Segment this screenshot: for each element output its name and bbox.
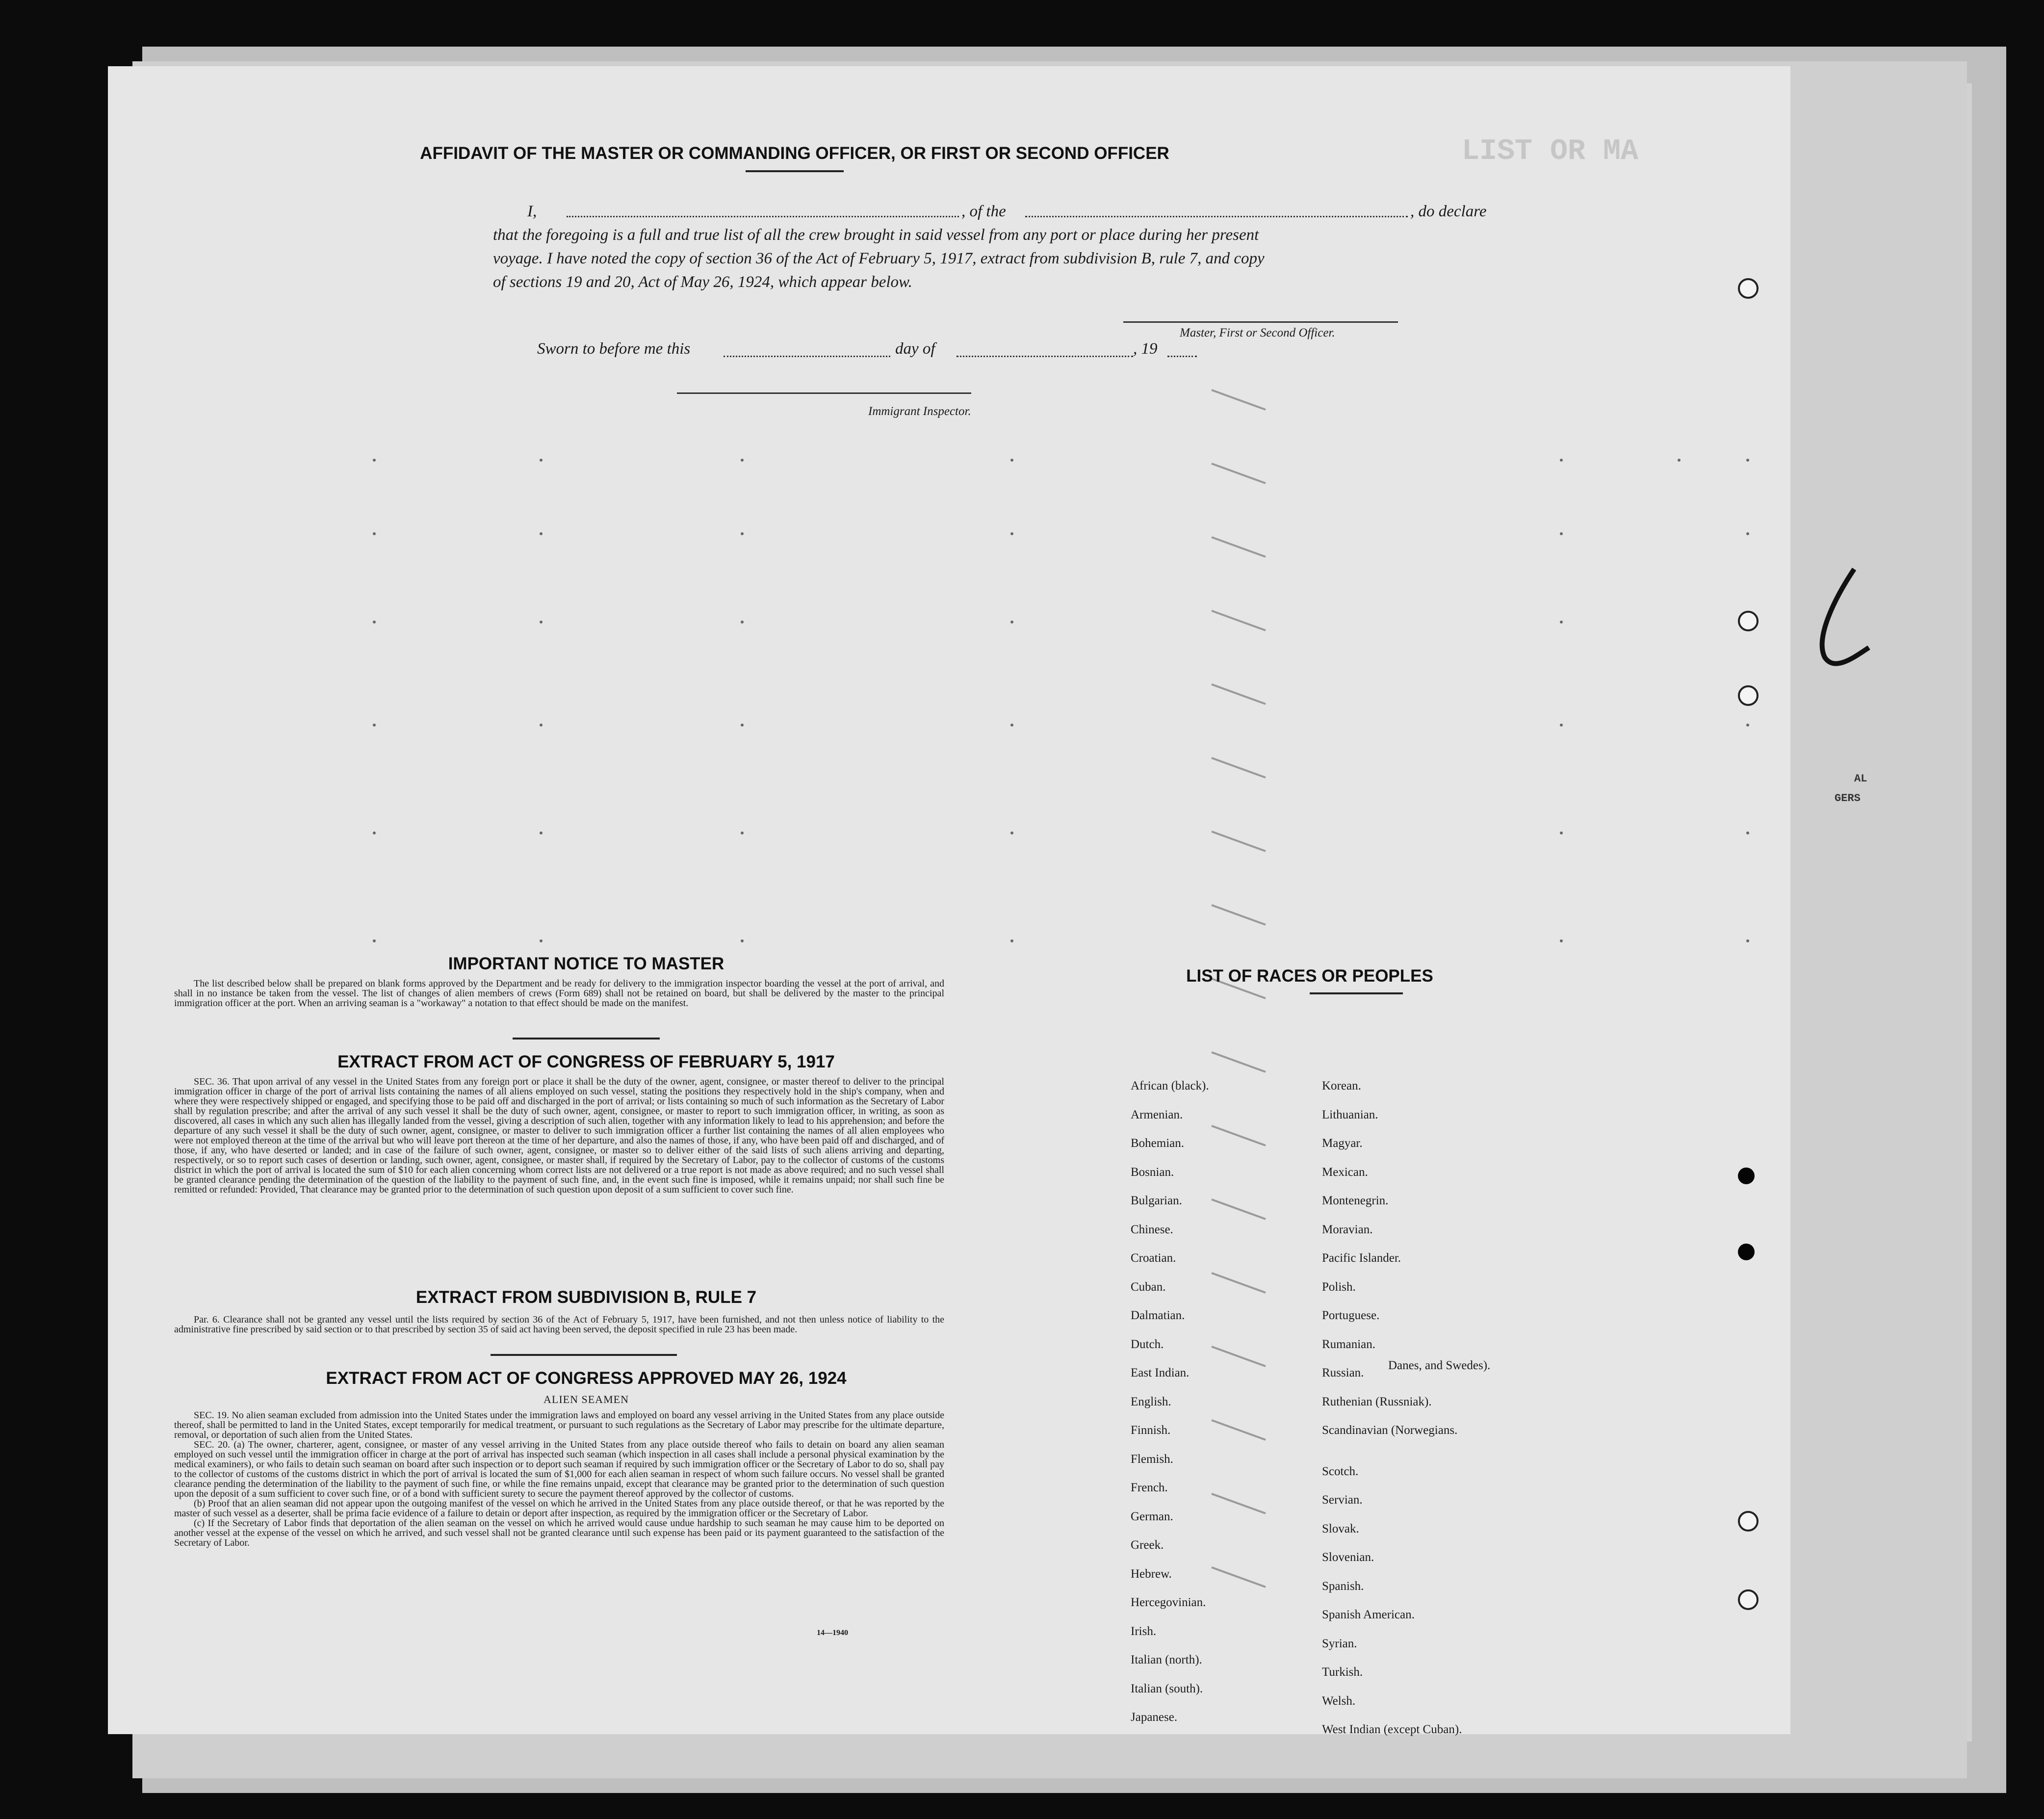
- race-entry: Finnish.: [1131, 1424, 1171, 1437]
- inspector-label: Immigrant Inspector.: [868, 405, 971, 418]
- punch-hole: [1738, 611, 1759, 631]
- race-entry: Polish.: [1322, 1280, 1356, 1294]
- bleed-through-text: AL: [1854, 773, 1867, 785]
- race-entry: Slovak.: [1322, 1522, 1359, 1535]
- inspector-signature-line: [677, 392, 971, 394]
- extract-1924-title: EXTRACT FROM ACT OF CONGRESS APPROVED MAY 26, 1924: [326, 1369, 847, 1388]
- race-entry: Welsh.: [1322, 1694, 1356, 1708]
- name-blank: [567, 216, 959, 217]
- race-entry: Italian (north).: [1131, 1653, 1202, 1666]
- extract-rule7-title: EXTRACT FROM SUBDIVISION B, RULE 7: [415, 1288, 757, 1307]
- race-entry: Korean.: [1322, 1079, 1361, 1092]
- pencil-check-marks: [1207, 380, 1285, 1705]
- vessel-blank: [1025, 216, 1408, 217]
- race-entry: Rumanian.: [1322, 1337, 1376, 1351]
- race-entry: Hercegovinian.: [1131, 1596, 1206, 1609]
- punch-hole: [1738, 685, 1759, 706]
- extract-1917-body: SEC. 36. That upon arrival of any vessel in the United States from any foreign port or place it shall be the duty of the owner, agent, consignee, or master thereof to deliver to the principal immigration officer in charge of the port of arrival lists containing the names of all aliens employed on such vessel, stating the positions they respectively hold in the ship's company, when and where they were respectively shipped or engaged, and specifying those to be paid off and discharged in the port of arrival; or lists containing so much of such information as the Secretary of Labor shall by regulation prescribe; and after the arrival of any such vessel it shall be the duty of such owner, agent, consignee, or master to report to such immigration officer, in writing, as soon as discovered, all cases in which any such alien has illegally landed from the vessel, giving a description of such alien, together with any information likely to lead to his apprehension; and before the departure of any such vessel it shall be the duty of such owner, agent, consignee, or master to deliver to such immigration officer a further list containing the names of all alien employees who were not employed thereon at the time of the arrival but who will leave port thereon at the time of her departure, and also the names of those, if any, who have been paid off and discharged, and of those, if any, who have deserted or landed; and in case of the failure of such owner, agent, consignee, or master so to deliver either of the said lists of such aliens arriving and departing, respectively, or so to report such cases of desertion or landing, such owner, agent, consignee, or master shall, if required by the Secretary of Labor, pay to the collector of customs of the customs district in which the port of arrival is located the sum of $10 for each alien concerning whom correct lists are not delivered or a true report is not made as above required; and no such vessel shall be granted clearance pending the determination of the question of the liability to the payment of such fine, and, in the event such fine is imposed, while it remains unpaid; nor shall such fine be remitted or refunded: Provided, That clearance may be granted prior to the determination of such question upon deposit of a sum sufficient to cover such fine.: [174, 1076, 944, 1195]
- race-entry: Armenian.: [1131, 1108, 1183, 1121]
- race-entry: Cuban.: [1131, 1280, 1166, 1294]
- race-entry: Turkish.: [1322, 1665, 1363, 1679]
- master-signature-line: [1123, 321, 1398, 323]
- affidavit-line: voyage. I have noted the copy of section 36 of the Act of February 5, 1917, extract from subdivision B, rule 7, and copy: [493, 250, 1265, 267]
- extract-1924-body: SEC. 19. No alien seaman excluded from admission into the United States under the immigration laws and employed on board any vessel arriving in the United States from any place outside thereof, shall be permitted to land in the United States, except temporarily for medical treatment, or pursuant to such regulations as the Secretary of Labor may prescribe for the ultimate departure, removal, or deportation of such alien from the United States. SEC. 20. (a) The owner, charterer, agent, consignee, or master of any vessel arriving in the United States from any place outside thereof who fails to detain on board any alien seaman employed on such vessel until the immigration officer in charge at the port of arrival has inspected such seaman (which inspection in all cases shall include a personal physical examination by the medical examiners), or who fails to detain such seaman on board after such inspection or to deport such seaman if required by such immigration officer or the Secretary of Labor to do so, shall pay to the collector of customs of the customs district in which the port of arrival is located the sum of $1,000 for each alien seaman in respect of whom such failure occurs. No vessel shall be granted clearance pending the determination of the liability to the payment of such fine, or while the fine remains unpaid, except that clearance may be granted prior to the determination of such question upon the deposit of a sum sufficient to cover such fine, or of a bond with sufficient surety to secure the payment thereof approved by the collector of customs. (b) Proof that an alien seaman did not appear upon the outgoing manifest of the vessel on which he arrived in the United States from any place outside thereof, or that he was reported by the master of such vessel as a deserter, shall be prima facie evidence of a failure to detain or deport after inspection, as required by the immigration officer or the Secretary of Labor. (c) If the Secretary of Labor finds that deportation of the alien seaman on the vessel on which he arrived would cause undue hardship to such seaman he may cause him to be deported on another vessel at the expense of the vessel on which he arrived, and such vessel shall not be granted clearance until such expense has been paid or its payment guaranteed to the satisfaction of the Secretary of Labor.: [174, 1410, 944, 1548]
- race-entry: Spanish.: [1322, 1579, 1364, 1593]
- race-entry: Dutch.: [1131, 1337, 1164, 1351]
- race-entry: Slovenian.: [1322, 1551, 1374, 1564]
- bleed-through-text: LIST OR MA: [1462, 135, 1639, 168]
- section-rule: [491, 1354, 677, 1356]
- race-entry: East Indian.: [1131, 1366, 1190, 1379]
- race-entry: Portuguese.: [1322, 1309, 1380, 1322]
- race-entry: Bosnian.: [1131, 1165, 1174, 1179]
- race-entry: Lithuanian.: [1322, 1108, 1378, 1121]
- race-entry: Croatian.: [1131, 1251, 1176, 1265]
- races-rule: [1310, 992, 1403, 994]
- affidavit-i: I,: [527, 203, 537, 220]
- extract-1917-title: EXTRACT FROM ACT OF CONGRESS OF FEBRUARY 5, 1917: [337, 1052, 835, 1071]
- race-entry: Bohemian.: [1131, 1137, 1185, 1150]
- document-page: [108, 66, 1867, 1736]
- race-entry: Bulgarian.: [1131, 1194, 1182, 1207]
- year-label: , 19: [1133, 340, 1158, 358]
- sworn-before-label: Sworn to before me this: [537, 340, 691, 358]
- race-entry: Ruthenian (Russniak).: [1322, 1395, 1432, 1408]
- year-blank: [1167, 356, 1197, 357]
- sworn-month-blank: [957, 356, 1133, 357]
- race-entry: Magyar.: [1322, 1137, 1363, 1150]
- affidavit-of-the: , of the: [961, 203, 1006, 220]
- race-entry: Hebrew.: [1131, 1567, 1172, 1581]
- title-rule: [746, 170, 844, 172]
- punch-hole: [1738, 1511, 1759, 1532]
- race-entry: Flemish.: [1131, 1452, 1173, 1466]
- notice-body: The list described below shall be prepared on blank forms approved by the Department and be ready for delivery to the immigration inspector boarding the vessel at the port of arrival, and shall in no instance be taken from the vessel. The list of changes of alien members of crews (Form 689) shall not be retained on board, but shall be delivered by the master to the principal immigration officer at the port. When an arriving seaman is a "workaway" a notation to that effect should be made on the manifest.: [174, 978, 944, 1009]
- affidavit-line: that the foregoing is a full and true list of all the crew brought in said vessel from any port or place during her present: [493, 226, 1259, 244]
- race-continuation: Danes, and Swedes).: [1388, 1359, 1491, 1372]
- race-entry: Pacific Islander.: [1322, 1251, 1401, 1265]
- race-entry: German.: [1131, 1509, 1173, 1523]
- race-entry: Dalmatian.: [1131, 1309, 1185, 1322]
- form-number: 14—1940: [817, 1629, 848, 1637]
- race-entry: Spanish American.: [1322, 1608, 1415, 1621]
- punch-hole: [1738, 1244, 1755, 1260]
- punch-hole: [1738, 1589, 1759, 1610]
- bleed-through-text: GERS: [1835, 792, 1861, 805]
- race-entry: Mexican.: [1322, 1165, 1368, 1179]
- affidavit-do-declare: , do declare: [1410, 203, 1487, 220]
- race-entry: Scandinavian (Norwegians.: [1322, 1424, 1458, 1437]
- race-entry: Moravian.: [1322, 1222, 1373, 1236]
- notice-title: IMPORTANT NOTICE TO MASTER: [448, 954, 724, 973]
- races-title: LIST OF RACES OR PEOPLES: [1186, 966, 1433, 986]
- extract-rule7-body: Par. 6. Clearance shall not be granted any vessel until the lists required by section 36 of the Act of February 5, 1917, have been furnished, and not then unless notice of liability to the administrative fine prescribed by said section or to that prescribed by section 35 of said act having been served, the deposit specified in rule 23 has been made.: [174, 1314, 944, 1335]
- punch-hole: [1738, 1168, 1755, 1184]
- race-entry: English.: [1131, 1395, 1171, 1408]
- race-entry: West Indian (except Cuban).: [1322, 1723, 1462, 1736]
- race-entry: Greek.: [1131, 1538, 1164, 1552]
- race-entry: Japanese.: [1131, 1711, 1178, 1724]
- race-entry: Servian.: [1322, 1493, 1363, 1507]
- section-rule: [513, 1038, 660, 1039]
- race-entry: Irish.: [1131, 1624, 1157, 1638]
- race-entry: Scotch.: [1322, 1464, 1359, 1478]
- race-entry: French.: [1131, 1481, 1168, 1494]
- race-entry: Syrian.: [1322, 1637, 1357, 1650]
- sworn-day-blank: [724, 356, 890, 357]
- race-entry: Italian (south).: [1131, 1682, 1203, 1695]
- race-entry: Russian.: [1322, 1366, 1364, 1379]
- extract-1924-subtitle: ALIEN SEAMEN: [543, 1393, 629, 1405]
- race-entry: Montenegrin.: [1322, 1194, 1389, 1207]
- race-entry: Chinese.: [1131, 1222, 1173, 1236]
- day-of-label: day of: [895, 340, 935, 358]
- master-signature-label: Master, First or Second Officer.: [1180, 326, 1335, 339]
- affidavit-line: of sections 19 and 20, Act of May 26, 1924, which appear below.: [493, 273, 912, 291]
- handwritten-mark: [1795, 559, 1884, 677]
- punch-hole: [1738, 278, 1759, 299]
- affidavit-title: AFFIDAVIT OF THE MASTER OR COMMANDING OFFICER, OR FIRST OR SECOND OFFICER: [420, 144, 1169, 163]
- race-entry: African (black).: [1131, 1079, 1209, 1092]
